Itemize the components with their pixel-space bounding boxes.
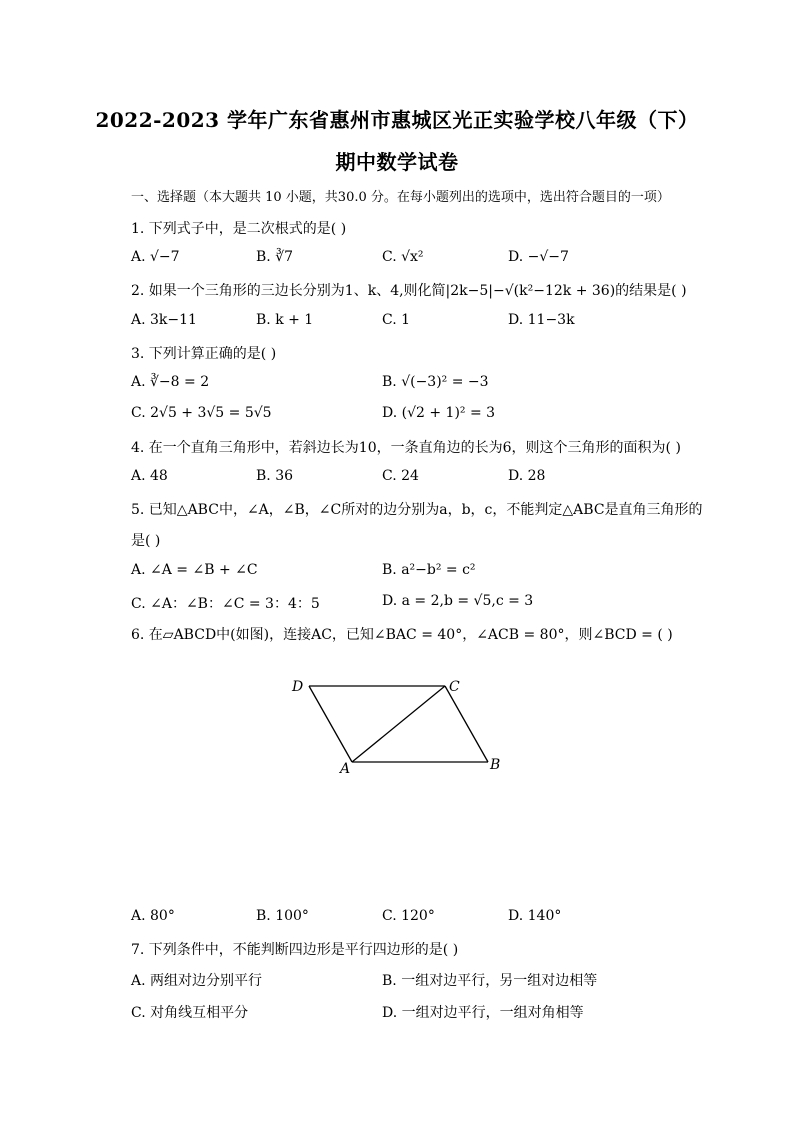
question-4-option-c: C. 24 [382,468,419,484]
question-1-option-c: C. √x² [382,249,424,265]
question-6-option-d: D. 140° [508,908,562,924]
vertex-label-b: B [490,757,501,773]
question-4-option-d: D. 28 [508,468,546,484]
question-6-option-c: C. 120° [382,908,435,924]
question-6-option-b: B. 100° [256,908,309,924]
question-3-option-c: C. 2√5 + 3√5 = 5√5 [131,405,272,421]
question-5-option-c: C. ∠A：∠B：∠C = 3：4：5 [131,596,320,612]
question-5-option-d: D. a = 2,b = √5,c = 3 [382,593,534,609]
side-cb [445,686,488,762]
question-3-option-a: A. ∛−8 = 2 [131,374,210,390]
parallelogram-figure [280,672,520,782]
section-heading: 一、选择题（本大题共 10 小题，共30.0 分。在每小题列出的选项中，选出符合题目的一项） [131,190,670,205]
question-7-option-b: B. 一组对边平行，另一组对边相等 [382,973,598,989]
question-2-option-b: B. k + 1 [256,312,314,328]
question-1-option-a: A. √−7 [131,249,180,265]
question-3-option-d: D. (√2 + 1)² = 3 [382,405,496,421]
question-3-stem: 3. 下列计算正确的是( ) [131,346,277,362]
question-4-stem: 4. 在一个直角三角形中，若斜边长为10，一条直角边的长为6，则这个三角形的面积为( ) [131,440,681,456]
question-7-option-c: C. 对角线互相平分 [131,1005,249,1021]
question-1-option-d: D. −√−7 [508,249,569,265]
vertex-label-c: C [449,679,460,695]
question-2-option-a: A. 3k−11 [131,312,197,328]
question-1-stem: 1. 下列式子中，是二次根式的是( ) [131,221,347,237]
vertex-label-a: A [340,761,351,777]
page-title-line1: 2022-2023 学年广东省惠州市惠城区光正实验学校八年级（下） [95,108,699,132]
question-1-option-b: B. ∛7 [256,249,294,265]
question-2-stem: 2. 如果一个三角形的三边长分别为1、k、4,则化简|2k−5|−√(k²−12k + 36)的结果是( ) [131,283,687,299]
diagonal-ac [352,686,445,762]
question-2-option-c: C. 1 [382,312,411,328]
question-7-stem: 7. 下列条件中，不能判断四边形是平行四边形的是( ) [131,942,459,958]
question-2-option-d: D. 11−3k [508,312,575,328]
question-5-option-a: A. ∠A = ∠B + ∠C [131,562,258,578]
question-5-stem: 5. 已知△ABC中，∠A，∠B，∠C所对的边分别为a，b，c，不能判定△ABC是直角三角形的 [131,502,703,518]
question-4-option-a: A. 48 [131,468,168,484]
question-6-option-a: A. 80° [131,908,175,924]
question-7-option-d: D. 一组对边平行，一组对角相等 [382,1005,584,1021]
question-5-stem-cont: 是( ) [131,533,161,549]
question-6-stem: 6. 在▱ABCD中(如图)，连接AC，已知∠BAC = 40°，∠ACB = 80°，则∠BCD = ( ) [131,627,673,643]
page-title-line2: 期中数学试卷 [335,150,459,174]
side-ad [309,686,352,762]
question-4-option-b: B. 36 [256,468,294,484]
question-7-option-a: A. 两组对边分别平行 [131,973,263,989]
question-5-option-b: B. a²−b² = c² [382,562,476,578]
question-3-option-b: B. √(−3)² = −3 [382,374,489,390]
vertex-label-d: D [292,679,304,695]
